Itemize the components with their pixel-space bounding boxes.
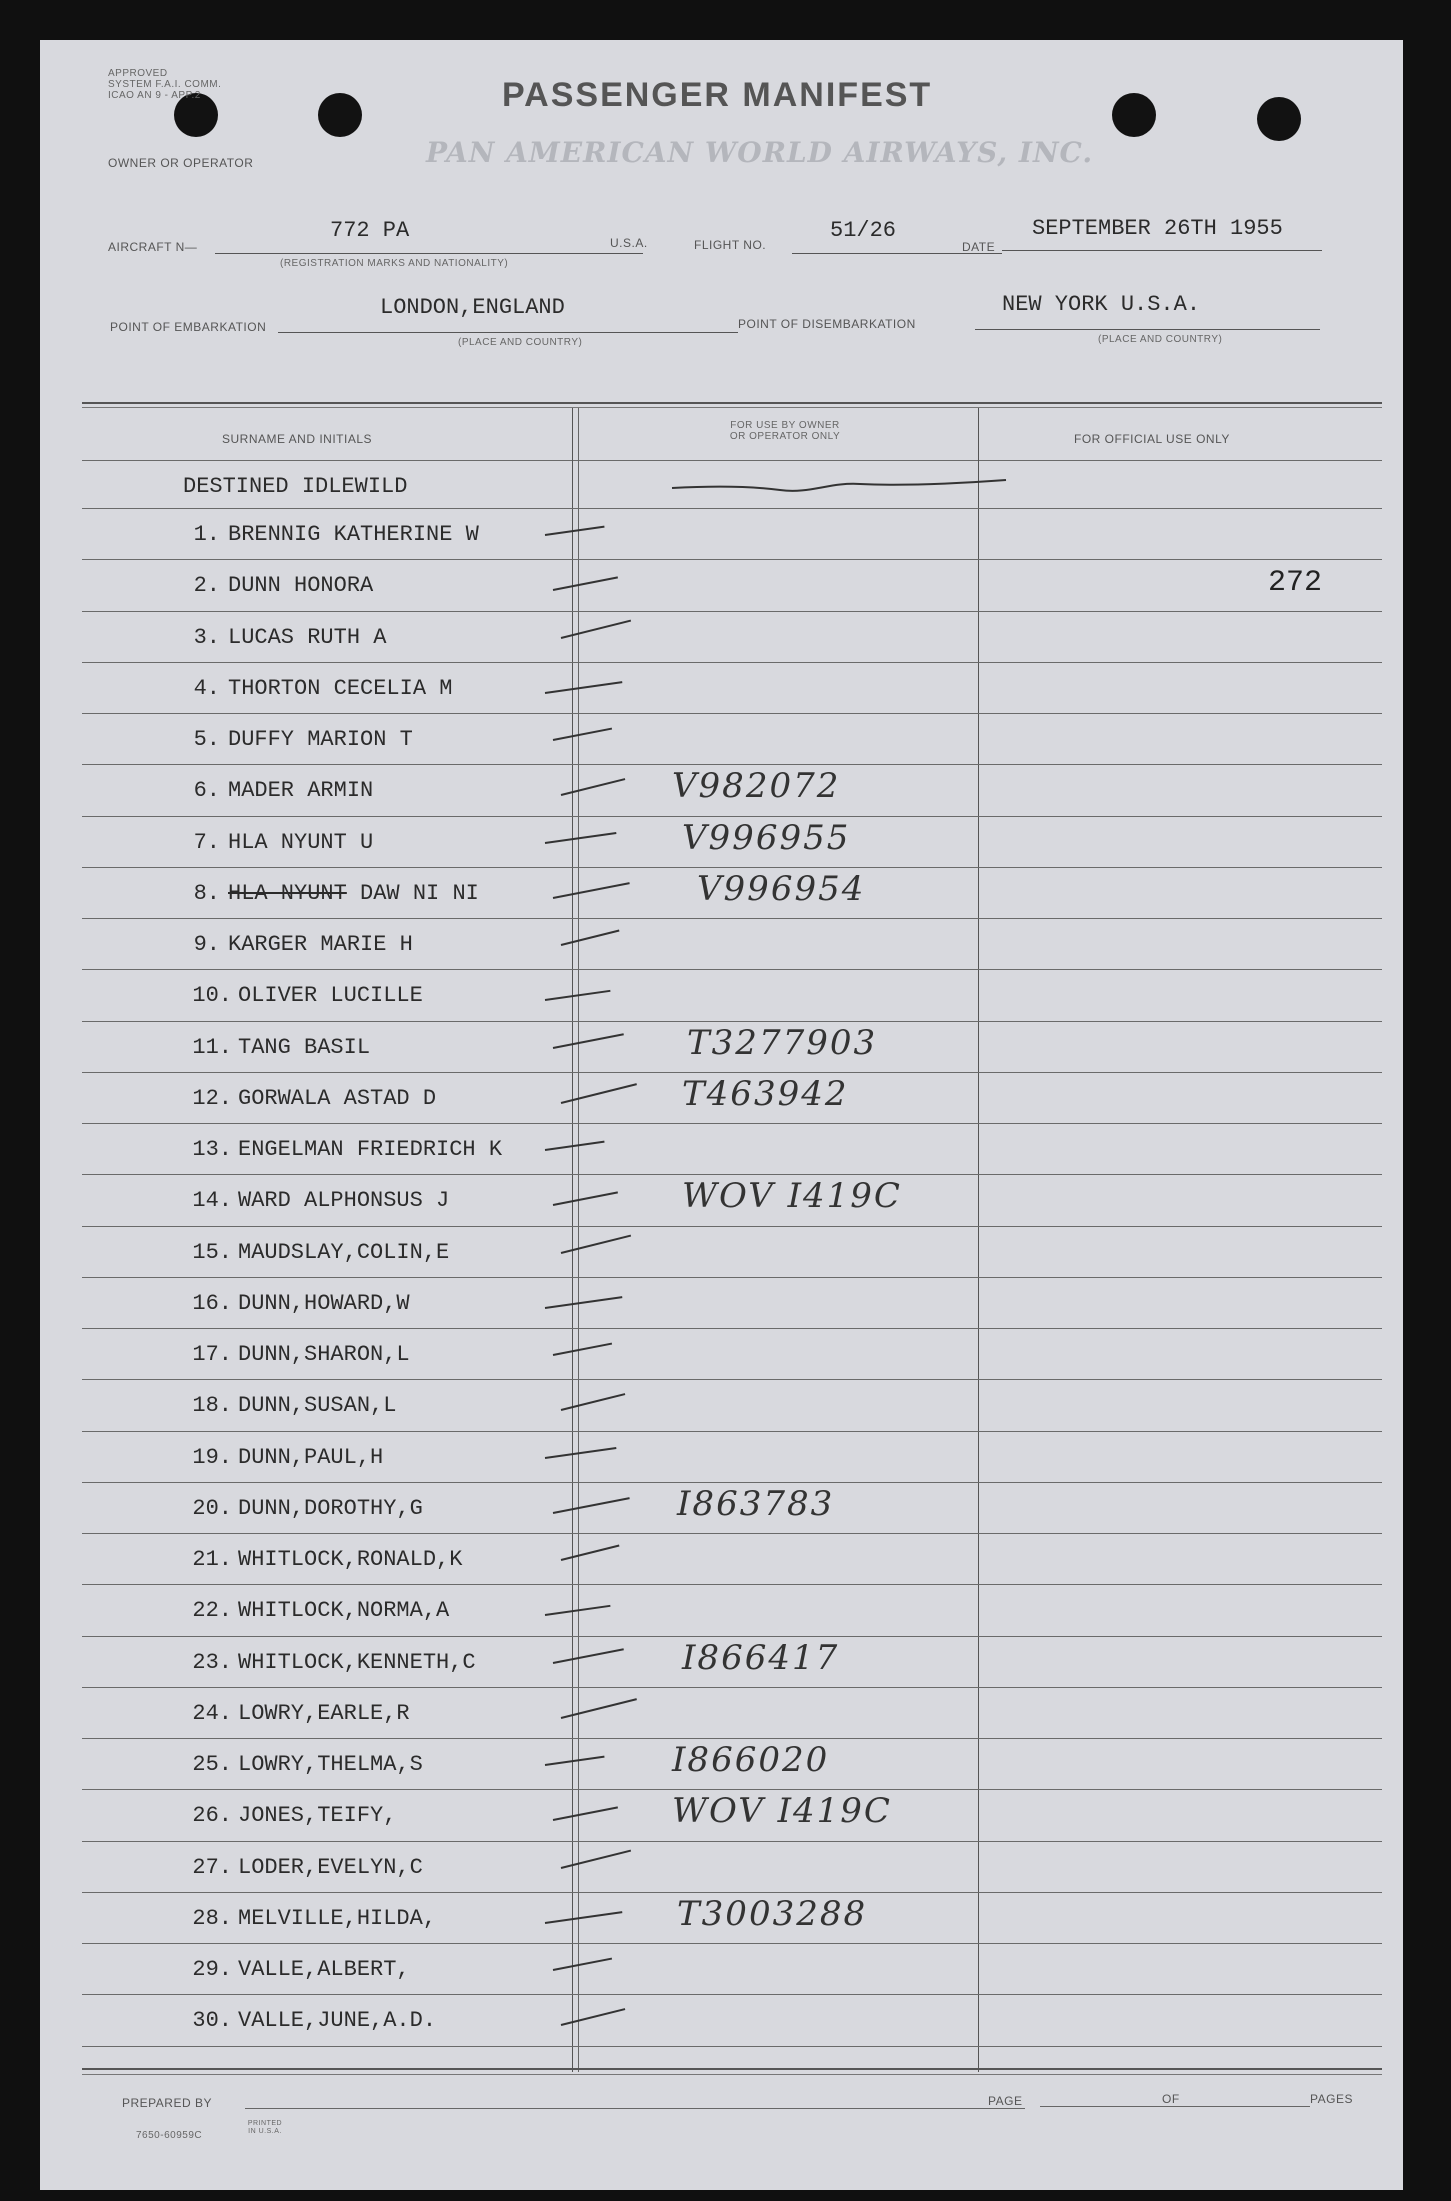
check-mark: [553, 1497, 630, 1514]
punch-hole: [1257, 97, 1301, 141]
official-note: 272: [1268, 566, 1323, 600]
passenger-name-cell: [238, 1496, 423, 1521]
passenger-name: LUCAS RUTH A: [228, 624, 387, 650]
passenger-name: DUNN HONORA: [228, 573, 374, 599]
passenger-name: TANG BASIL: [238, 1034, 371, 1060]
document-number: WOV I419C: [672, 1791, 892, 1832]
check-mark: [545, 1756, 605, 1766]
passenger-name: KARGER MARIE H: [228, 932, 413, 957]
table-row: [40, 1533, 1403, 1584]
table-row: [40, 1789, 1403, 1840]
passenger-name-cell: [238, 1547, 462, 1572]
check-mark: [561, 2008, 626, 2026]
check-mark: [545, 1911, 623, 1924]
passenger-number: 15.: [192, 1239, 232, 1265]
passenger-name: DUNN,SHARON,L: [238, 1342, 410, 1367]
page-title: PASSENGER MANIFEST: [502, 76, 933, 114]
table-row: [40, 1687, 1403, 1738]
table-row: [40, 1994, 1403, 2045]
passenger-name: MELVILLE,HILDA,: [238, 1905, 437, 1931]
document-number: V996954: [697, 868, 866, 909]
passenger-number: 24.: [192, 1700, 232, 1726]
passenger-number: 19.: [192, 1444, 232, 1470]
passenger-number: 3.: [193, 624, 220, 650]
document-number: T3277903: [687, 1022, 878, 1063]
approval-text-3: ICAO AN 9 - APP.2: [108, 90, 201, 101]
passenger-name: BRENNIG KATHERINE W: [228, 522, 479, 547]
passenger-name-cell: [228, 932, 413, 957]
document-number: V982072: [672, 766, 841, 807]
passenger-name: DUFFY MARION T: [228, 727, 413, 752]
table-row: [40, 969, 1403, 1020]
check-mark: [553, 1958, 612, 1971]
table-row: [40, 559, 1403, 610]
table-row: [40, 1482, 1403, 1533]
passenger-name-cell: [238, 1598, 449, 1623]
table-row: [40, 1892, 1403, 1943]
passenger-name: WHITLOCK,RONALD,K: [238, 1547, 463, 1572]
passenger-name-cell: [238, 1137, 502, 1162]
passenger-number: 17.: [192, 1342, 232, 1367]
passenger-name: DUNN,HOWARD,W: [238, 1290, 410, 1316]
document-number: I866020: [672, 1740, 830, 1780]
table-row: [40, 816, 1403, 867]
check-mark: [553, 1343, 612, 1356]
check-mark: [561, 930, 620, 946]
passenger-number: 9.: [193, 932, 220, 957]
passenger-number: 13.: [192, 1137, 232, 1162]
passenger-name-cell: [238, 1086, 436, 1111]
punch-hole: [1112, 93, 1156, 137]
table-row: [40, 611, 1403, 662]
table-row: [40, 1021, 1403, 1072]
document-number: V996955: [682, 817, 851, 858]
passenger-name-cell: [228, 625, 386, 650]
check-mark: [561, 1698, 637, 1719]
table-row: [40, 1226, 1403, 1277]
check-mark: [545, 1446, 617, 1458]
table-row: [40, 508, 1403, 559]
document-number: WOV I419C: [682, 1176, 902, 1217]
page-label: PAGE: [988, 2094, 1023, 2108]
embark-caption: (PLACE AND COUNTRY): [458, 337, 583, 348]
passenger-name-cell: [238, 983, 423, 1008]
passenger-number: 25.: [192, 1752, 232, 1777]
column-header-owner: [685, 420, 885, 442]
flight-date: SEPTEMBER 26TH 1955: [1032, 216, 1283, 241]
check-mark: [553, 882, 630, 899]
check-mark: [561, 1083, 637, 1104]
passenger-name: DUNN,SUSAN,L: [238, 1393, 397, 1419]
table-row: [40, 1328, 1403, 1379]
passenger-number: 2.: [193, 573, 220, 599]
passenger-number: 28.: [192, 1905, 232, 1931]
embark-value: LONDON,ENGLAND: [380, 295, 565, 320]
passenger-name: HLA NYUNT U: [228, 829, 374, 855]
document-number: T463942: [682, 1073, 849, 1114]
routing-squiggle: [670, 470, 1010, 500]
flight-number: 51/26: [830, 218, 897, 243]
check-mark: [545, 990, 611, 1001]
passenger-number: 20.: [192, 1495, 232, 1521]
check-mark: [545, 1296, 623, 1309]
document-number: T3003288: [677, 1893, 868, 1934]
passenger-number: 18.: [192, 1393, 232, 1419]
passenger-number: 26.: [192, 1803, 232, 1829]
pages-label: PAGES: [1310, 2092, 1353, 2106]
table-row: [40, 1841, 1403, 1892]
check-mark: [553, 1648, 624, 1664]
passenger-name: VALLE,JUNE,A.D.: [238, 2008, 437, 2034]
flight-label: FLIGHT NO.: [694, 238, 767, 252]
passenger-number: 27.: [192, 1854, 232, 1880]
embark-label: POINT OF EMBARKATION: [110, 320, 267, 334]
passenger-number: 10.: [192, 983, 232, 1009]
airline-name: PAN AMERICAN WORLD AIRWAYS, INC.: [426, 136, 1094, 169]
passenger-name: ENGELMAN FRIEDRICH K: [238, 1137, 503, 1162]
passenger-name: GORWALA ASTAD D: [238, 1085, 437, 1111]
owner-use-line-2: OR OPERATOR ONLY: [729, 431, 841, 442]
document-number: I863783: [677, 1483, 835, 1524]
owner-use-line-1: FOR USE BY OWNER: [730, 420, 840, 431]
passenger-name-cell: [238, 1188, 449, 1213]
usa-label: U.S.A.: [610, 236, 648, 250]
table-row: [40, 1943, 1403, 1994]
owner-label: OWNER OR OPERATOR: [108, 156, 254, 170]
aircraft-label: AIRCRAFT N—: [108, 240, 198, 254]
table-row: [40, 867, 1403, 918]
passenger-name: DAW NI NI: [360, 880, 479, 906]
passenger-number: 4.: [193, 675, 220, 701]
check-mark: [561, 1849, 631, 1868]
passenger-number: 29.: [192, 1957, 232, 1982]
passenger-name: WHITLOCK,KENNETH,C: [238, 1649, 476, 1675]
table-row: [40, 1738, 1403, 1789]
approval-text-2: SYSTEM F.A.I. COMM.: [108, 79, 222, 90]
passenger-name-cell: [238, 1445, 383, 1470]
passenger-number: 14.: [192, 1188, 232, 1214]
check-mark: [545, 526, 605, 536]
document-number: I866417: [682, 1637, 840, 1678]
passenger-number: 23.: [192, 1649, 232, 1675]
table-row: [40, 764, 1403, 815]
passenger-number: 5.: [193, 727, 220, 752]
check-mark: [561, 778, 626, 796]
passenger-name: DUNN,PAUL,H: [238, 1444, 384, 1470]
table-row: [40, 713, 1403, 764]
table-row: [40, 1584, 1403, 1635]
table-row: [40, 918, 1403, 969]
passenger-name: LOWRY,EARLE,R: [238, 1700, 410, 1726]
passenger-name-cell: [238, 1752, 423, 1777]
passenger-name: THORTON CECELIA M: [228, 675, 453, 701]
passenger-number: 8.: [193, 880, 220, 906]
table-row: [40, 1123, 1403, 1174]
column-header-names: SURNAME AND INITIALS: [222, 432, 373, 446]
passenger-name-cell: [228, 778, 373, 803]
passenger-number: 21.: [192, 1547, 232, 1572]
passenger-name-cell: [238, 1803, 396, 1828]
check-mark: [545, 1141, 605, 1151]
passenger-number: 1.: [193, 522, 220, 547]
check-mark: [561, 1234, 631, 1253]
registration-caption: (REGISTRATION MARKS AND NATIONALITY): [280, 258, 509, 269]
passenger-number: 6.: [193, 778, 220, 804]
check-mark: [561, 1545, 620, 1561]
check-mark: [545, 1605, 611, 1616]
disembark-value: NEW YORK U.S.A.: [1002, 292, 1201, 317]
passenger-name-cell: [228, 676, 452, 701]
passenger-name-cell: [238, 1701, 410, 1726]
approval-stamp: [108, 68, 221, 101]
table-row: [40, 1636, 1403, 1687]
table-row: [40, 662, 1403, 713]
passenger-name-cell: [238, 1291, 410, 1316]
passenger-name-cell: [228, 881, 479, 906]
passenger-name: LODER,EVELYN,C: [238, 1854, 423, 1880]
passenger-number: 22.: [192, 1598, 232, 1624]
passenger-name: MADER ARMIN: [228, 778, 374, 804]
table-row: [40, 1379, 1403, 1430]
disembark-label: POINT OF DISEMBARKATION: [738, 317, 916, 331]
passenger-number: 7.: [193, 829, 220, 855]
passenger-name-cell: [238, 1957, 410, 1982]
passenger-name-cell: [238, 1855, 423, 1880]
passenger-number: 30.: [192, 2008, 232, 2034]
check-mark: [561, 619, 631, 638]
passenger-name-cell: [228, 573, 373, 598]
passenger-name: JONES,TEIFY,: [238, 1803, 397, 1829]
check-mark: [553, 1807, 618, 1822]
row-divider: [82, 2046, 1382, 2047]
passenger-name-cell: [238, 1906, 436, 1931]
passenger-name: LOWRY,THELMA,S: [238, 1752, 423, 1777]
check-mark: [545, 681, 623, 694]
passenger-name: MAUDSLAY,COLIN,E: [238, 1239, 450, 1265]
passenger-name-cell: [228, 830, 373, 855]
aircraft-value: 772 PA: [330, 218, 410, 243]
passenger-name-cell: [238, 1342, 410, 1367]
printed-mark: PRINTED IN U.S.A.: [247, 2120, 283, 2135]
passenger-name: WHITLOCK,NORMA,A: [238, 1598, 450, 1624]
table-row: [40, 1277, 1403, 1328]
check-mark: [553, 577, 618, 592]
passenger-name-cell: [238, 1650, 476, 1675]
passenger-number: 16.: [192, 1290, 232, 1316]
of-label: OF: [1162, 2092, 1180, 2106]
manifest-sheet: [40, 40, 1403, 2190]
passenger-number: 11.: [192, 1034, 232, 1060]
passenger-name-cell: [228, 522, 479, 547]
passenger-name-cell: [238, 2008, 436, 2033]
passenger-name: WARD ALPHONSUS J: [238, 1188, 450, 1214]
table-row: [40, 1431, 1403, 1482]
check-mark: [545, 831, 617, 843]
date-label: DATE: [962, 240, 996, 254]
destined-label: DESTINED IDLEWILD: [183, 474, 408, 499]
passenger-name: OLIVER LUCILLE: [238, 983, 423, 1009]
passenger-name-cell: [238, 1240, 449, 1265]
table-row: [40, 1174, 1403, 1225]
check-mark: [553, 1192, 618, 1207]
column-header-official: FOR OFFICIAL USE ONLY: [1074, 432, 1230, 446]
passenger-name: DUNN,DOROTHY,G: [238, 1495, 423, 1521]
passenger-name-cell: [238, 1393, 396, 1418]
passenger-number: 12.: [192, 1085, 232, 1111]
prepared-by-label: PREPARED BY: [122, 2096, 212, 2110]
passenger-name: VALLE,ALBERT,: [238, 1957, 410, 1982]
form-number: 7650-60959C: [136, 2130, 203, 2141]
passenger-name-cell: [228, 727, 413, 752]
punch-hole: [318, 93, 362, 137]
passenger-name-cell: [238, 1035, 370, 1060]
check-mark: [553, 728, 612, 741]
check-mark: [561, 1393, 626, 1411]
table-row: [40, 1072, 1403, 1123]
disembark-caption: (PLACE AND COUNTRY): [1098, 334, 1223, 345]
check-mark: [553, 1033, 624, 1049]
approval-text: APPROVED: [108, 68, 168, 79]
struck-name: HLA NYUNT: [228, 880, 347, 906]
